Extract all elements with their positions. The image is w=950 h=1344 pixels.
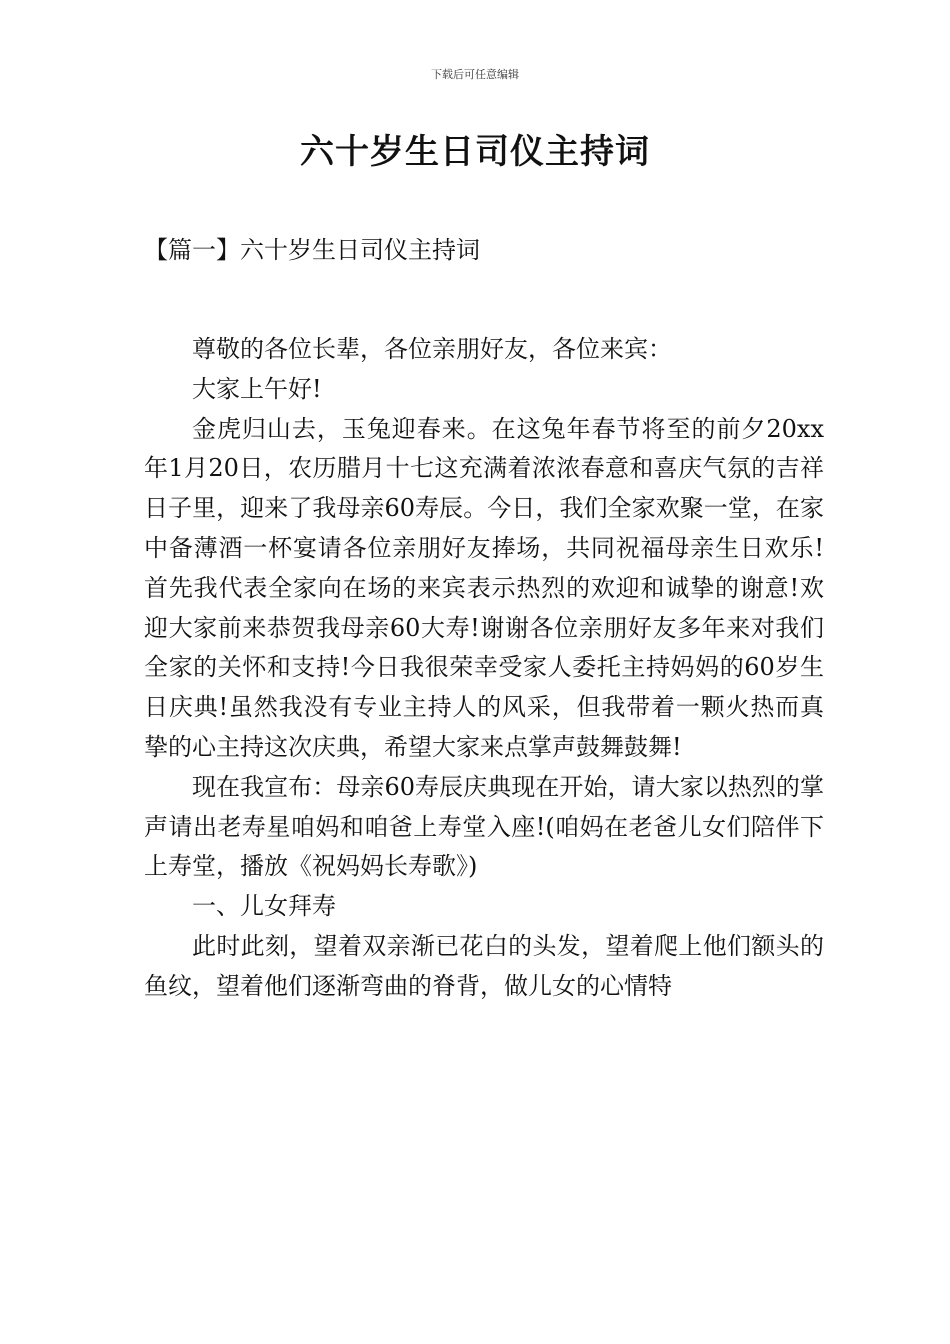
paragraph-announcement: 现在我宣布：母亲60寿辰庆典现在开始，请大家以热烈的掌声请出老寿星咱妈和咱爸上寿堂入座!(咱妈在老爸儿女们陪伴下上寿堂，播放《祝妈妈长寿歌》) xyxy=(144,772,824,881)
paragraph-this-moment: 此时此刻，望着双亲渐已花白的头发，望着爬上他们额头的鱼纹，望着他们逐渐弯曲的脊背，做儿女的心情特 xyxy=(144,931,824,1000)
document-title: 六十岁生日司仪主持词 xyxy=(300,132,650,172)
body-text xyxy=(144,330,824,1007)
paragraph-hello: 大家上午好! xyxy=(192,374,322,403)
paragraph-opening: 金虎归山去，玉兔迎春来。在这兔年春节将至的前夕20xx年1月20日，农历腊月十七这充满着浓浓春意和喜庆气氛的吉祥日子里，迎来了我母亲60寿辰。今日，我们全家欢聚一堂，在家中备薄酒一杯宴请各位亲朋好友捧场，共同祝福母亲生日欢乐!首先我代表全家向在场的来宾表示热烈的欢迎和诚挚的谢意!欢迎大家前来恭贺我母亲60大寿!谢谢各位亲朋好友多年来对我们全家的关怀和支持!今日我很荣幸受家人委托主持妈妈的60岁生日庆典!虽然我没有专业主持人的风采，但我带着一颗火热而真挚的心主持这次庆典，希望大家来点掌声鼓舞鼓舞! xyxy=(144,414,824,761)
section-heading: 【篇一】六十岁生日司仪主持词 xyxy=(144,236,480,264)
header-note: 下载后可任意编辑 xyxy=(431,68,519,81)
paragraph-greeting: 尊敬的各位长辈，各位亲朋好友，各位来宾： xyxy=(192,335,672,363)
paragraph-section-one: 一、儿女拜寿 xyxy=(192,892,336,921)
